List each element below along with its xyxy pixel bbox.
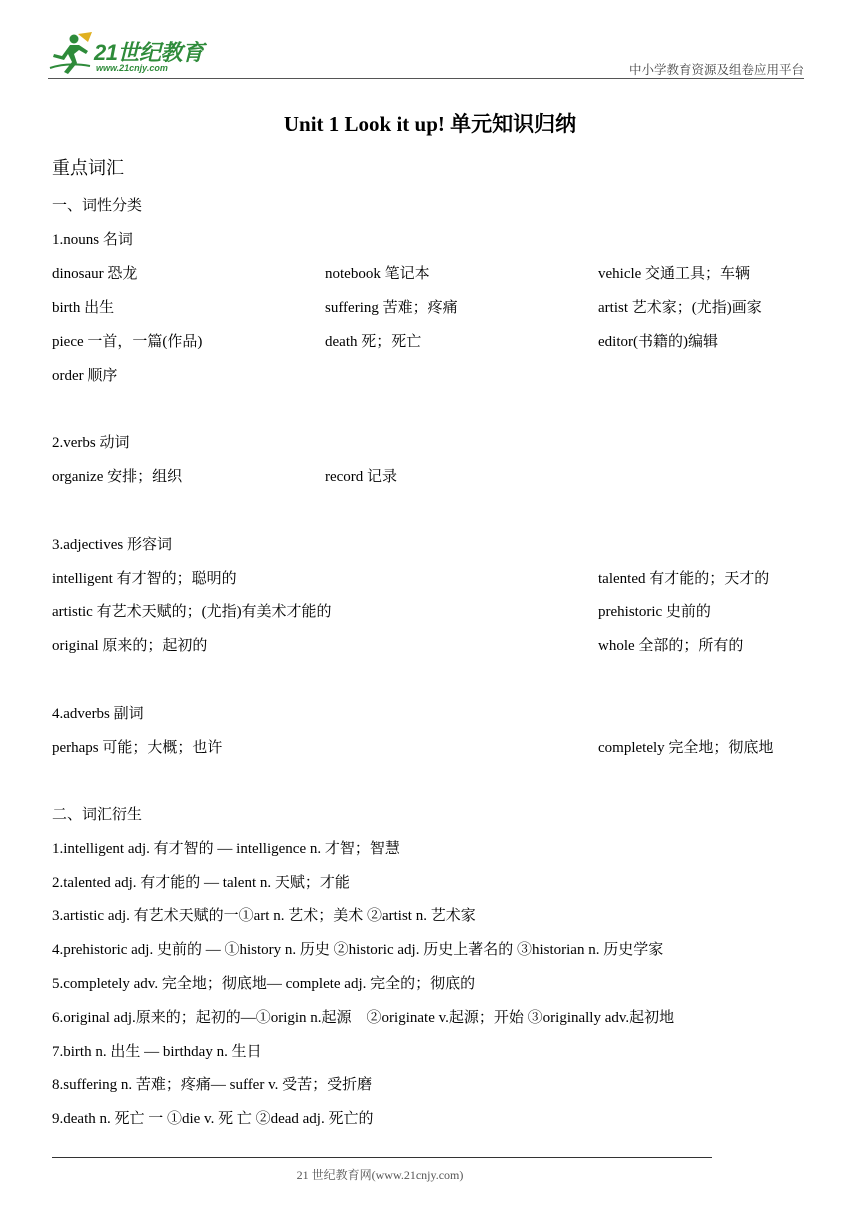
page-header bbox=[48, 30, 804, 78]
vocab-item: intelligent 有才智的；聪明的 bbox=[52, 571, 237, 587]
adverbs-heading: 4.adverbs 副词 bbox=[52, 706, 144, 722]
vocab-item: notebook 笔记本 bbox=[325, 266, 430, 282]
verbs-heading: 2.verbs 动词 bbox=[52, 435, 130, 451]
part-heading: 二、词汇衍生 bbox=[52, 807, 143, 823]
vocab-item: order 顺序 bbox=[52, 368, 118, 384]
vocab-item: artistic 有艺术天赋的；(尤指)有美术才能的 bbox=[52, 604, 332, 620]
adjectives-heading: 3.adjectives 形容词 bbox=[52, 537, 172, 553]
vocab-item: artist 艺术家；(尤指)画家 bbox=[598, 300, 762, 316]
derivation-item: 6.original adj.原来的；起初的—①origin n.起源 ②originate v.起源；开始 ③originally adv.起初地 bbox=[52, 1010, 675, 1026]
logo-text: 21世纪教育 bbox=[94, 40, 204, 65]
derivation-item: 3.artistic adj. 有艺术天赋的一①art n. 艺术；美术 ②artist n. 艺术家 bbox=[52, 908, 476, 924]
derivation-item: 9.death n. 死亡 一 ①die v. 死 亡 ②dead adj. 死亡的 bbox=[52, 1111, 374, 1127]
vocab-item: organize 安排；组织 bbox=[52, 469, 183, 485]
vocab-item: dinosaur 恐龙 bbox=[52, 266, 138, 282]
logo-url: www.21cnjy.com bbox=[96, 63, 168, 73]
runner-logo-icon bbox=[48, 32, 94, 76]
derivation-item: 2.talented adj. 有才能的 — talent n. 天赋；才能 bbox=[52, 875, 350, 891]
vocab-item: editor(书籍的)编辑 bbox=[598, 334, 718, 350]
footer-text: 21 世纪教育网(www.21cnjy.com) bbox=[296, 1168, 464, 1182]
vocab-item: suffering 苦难；疼痛 bbox=[325, 300, 458, 316]
derivation-item: 4.prehistoric adj. 史前的 — ①history n. 历史 ②historic adj. 历史上著名的 ③historian n. 历史学家 bbox=[52, 942, 664, 958]
section-heading: 重点词汇 bbox=[52, 158, 124, 179]
vocab-item: record 记录 bbox=[325, 469, 398, 485]
vocab-item: perhaps 可能；大概；也许 bbox=[52, 740, 223, 756]
document-title: Unit 1 Look it up! 单元知识归纳 bbox=[283, 112, 577, 136]
vocab-item: whole 全部的；所有的 bbox=[598, 638, 744, 654]
vocab-item: piece 一首，一篇(作品) bbox=[52, 334, 203, 350]
vocab-item: talented 有才能的；天才的 bbox=[598, 571, 770, 587]
vocab-item: birth 出生 bbox=[52, 300, 115, 316]
footer-divider bbox=[52, 1157, 712, 1158]
nouns-heading: 1.nouns 名词 bbox=[52, 232, 133, 248]
logo bbox=[48, 32, 218, 76]
header-divider bbox=[48, 78, 804, 79]
vocab-item: prehistoric 史前的 bbox=[598, 604, 711, 620]
derivation-item: 8.suffering n. 苦难；疼痛— suffer v. 受苦；受折磨 bbox=[52, 1077, 373, 1093]
derivation-item: 5.completely adv. 完全地；彻底地— complete adj. 完全的；彻底的 bbox=[52, 976, 476, 992]
vocab-item: death 死；死亡 bbox=[325, 334, 422, 350]
derivation-item: 7.birth n. 出生 — birthday n. 生日 bbox=[52, 1044, 262, 1060]
platform-tagline: 中小学教育资源及组卷应用平台 bbox=[628, 62, 804, 77]
vocab-item: original 原来的；起初的 bbox=[52, 638, 208, 654]
vocab-item: completely 完全地；彻底地 bbox=[598, 740, 774, 756]
part-heading: 一、词性分类 bbox=[52, 198, 143, 214]
vocab-item: vehicle 交通工具；车辆 bbox=[598, 266, 751, 282]
derivation-item: 1.intelligent adj. 有才智的 — intelligence n. 才智；智慧 bbox=[52, 841, 400, 857]
